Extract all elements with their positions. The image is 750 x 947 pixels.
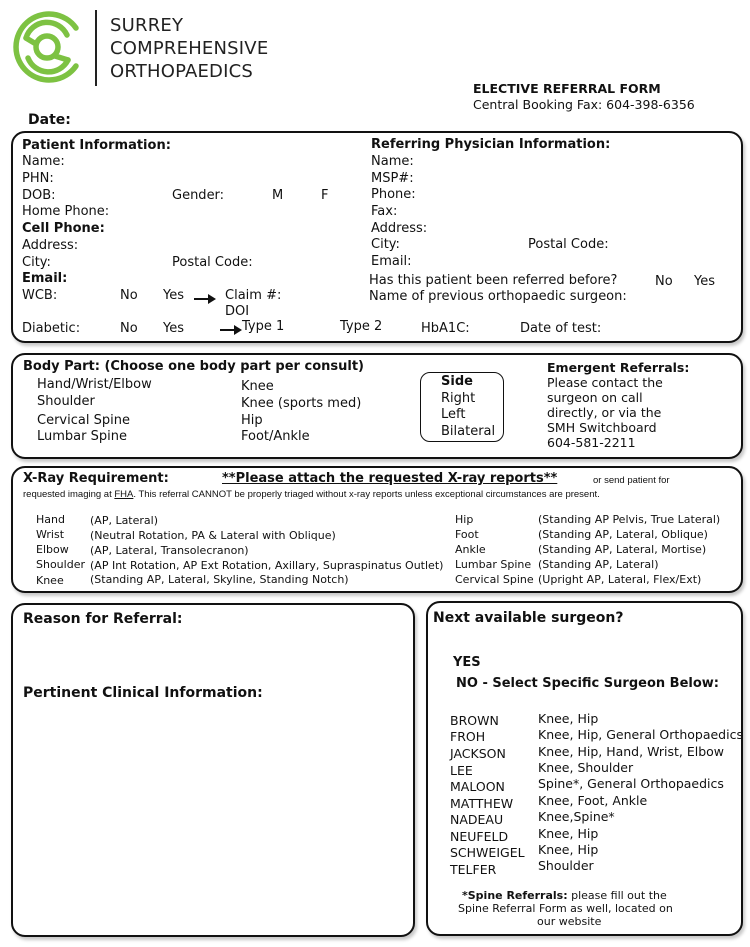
xray-part: Wrist bbox=[36, 528, 65, 541]
physician-name-field[interactable]: Name: bbox=[371, 154, 414, 169]
surgeon-specialty: Knee, Shoulder bbox=[538, 760, 634, 775]
physician-fax-field[interactable]: Fax: bbox=[371, 204, 398, 219]
logo-line-2: COMPREHENSIVE bbox=[110, 38, 269, 59]
xray-note-post: . This referral CANNOT be properly triaged without x-ray reports unless exceptional circumstances are present. bbox=[133, 489, 600, 500]
surgeon-name[interactable]: NADEAU bbox=[450, 812, 504, 827]
diabetic-yes-option[interactable]: Yes bbox=[163, 321, 184, 336]
spine-note-bold: *Spine Referrals: bbox=[462, 889, 568, 902]
patient-postal-field[interactable]: Postal Code: bbox=[172, 255, 253, 270]
surgeon-name[interactable]: MATTHEW bbox=[450, 796, 514, 811]
emergent-line: SMH Switchboard bbox=[547, 420, 657, 435]
fax-number: Central Booking Fax: 604-398-6356 bbox=[473, 97, 695, 112]
logo-line-3: ORTHOPAEDICS bbox=[110, 61, 254, 82]
xray-part: Ankle bbox=[455, 543, 486, 556]
reason-title: Reason for Referral: bbox=[23, 611, 183, 627]
xray-views: (AP Int Rotation, AP Ext Rotation, Axillary, Supraspinatus Outlet) bbox=[90, 559, 444, 572]
patient-city-field[interactable]: City: bbox=[22, 255, 51, 270]
spine-note-line-2: Spine Referral Form as well, located on bbox=[458, 902, 673, 915]
logo-icon bbox=[10, 8, 86, 86]
body-part-option[interactable]: Knee bbox=[241, 379, 274, 394]
surgeon-specialty: Shoulder bbox=[538, 858, 594, 873]
msp-field[interactable]: MSP#: bbox=[371, 171, 414, 186]
surgeon-specialty: Spine*, General Orthopaedics bbox=[538, 776, 724, 791]
xray-views: (Upright AP, Lateral, Flex/Ext) bbox=[538, 573, 702, 586]
side-title: Side bbox=[441, 374, 473, 389]
wcb-no-option[interactable]: No bbox=[120, 288, 138, 303]
logo-line-1: SURREY bbox=[110, 15, 184, 36]
referred-no-option[interactable]: No bbox=[655, 274, 673, 289]
xray-views: (AP, Lateral) bbox=[90, 514, 159, 527]
surgeon-title: Next available surgeon? bbox=[433, 610, 624, 626]
previous-surgeon-field[interactable]: Name of previous orthopaedic surgeon: bbox=[369, 289, 627, 304]
surgeon-name[interactable]: TELFER bbox=[450, 862, 497, 877]
xray-part: Cervical Spine bbox=[455, 573, 534, 586]
diabetic-no-option[interactable]: No bbox=[120, 321, 138, 336]
emergent-title: Emergent Referrals: bbox=[547, 360, 690, 375]
gender-f-option[interactable]: F bbox=[321, 188, 329, 203]
claim-number-field[interactable]: Claim #: bbox=[225, 288, 282, 303]
body-part-option[interactable]: Cervical Spine bbox=[37, 413, 130, 428]
surgeon-name[interactable]: FROH bbox=[450, 729, 486, 744]
physician-email-field[interactable]: Email: bbox=[371, 254, 412, 269]
surgeon-specialty: Knee, Hip, Hand, Wrist, Elbow bbox=[538, 744, 725, 759]
patient-address-field[interactable]: Address: bbox=[22, 238, 79, 253]
surgeon-name[interactable]: JACKSON bbox=[450, 746, 506, 761]
patient-info-title: Patient Information: bbox=[22, 138, 171, 153]
xray-views: (AP, Lateral, Transolecranon) bbox=[90, 544, 249, 557]
xray-views: (Standing AP, Lateral) bbox=[538, 558, 659, 571]
patient-phn-field[interactable]: PHN: bbox=[22, 171, 54, 186]
clinical-info-title: Pertinent Clinical Information: bbox=[23, 685, 263, 701]
wcb-label: WCB: bbox=[22, 288, 58, 303]
date-of-test-field[interactable]: Date of test: bbox=[520, 321, 602, 336]
home-phone-field[interactable]: Home Phone: bbox=[22, 204, 110, 219]
surgeon-specialty: Knee, Foot, Ankle bbox=[538, 793, 648, 808]
next-available-yes-option[interactable]: YES bbox=[453, 655, 481, 670]
emergent-line: directly, or via the bbox=[547, 405, 662, 420]
spine-note-line-3: our website bbox=[537, 915, 602, 928]
xray-views: (Standing AP, Lateral, Oblique) bbox=[538, 528, 708, 541]
xray-views: (Standing AP, Lateral, Mortise) bbox=[538, 543, 707, 556]
surgeon-name[interactable]: MALOON bbox=[450, 779, 505, 794]
xray-or-send: or send patient for bbox=[593, 475, 670, 486]
logo-divider bbox=[95, 10, 97, 86]
referred-yes-option[interactable]: Yes bbox=[694, 274, 715, 289]
gender-label: Gender: bbox=[172, 188, 225, 203]
spine-note-text: please fill out the bbox=[567, 889, 667, 902]
xray-views: (Standing AP, Lateral, Skyline, Standing Notch) bbox=[90, 573, 349, 586]
fha-link[interactable]: FHA bbox=[114, 489, 134, 500]
side-option-right[interactable]: Right bbox=[441, 391, 476, 406]
emergent-line: Please contact the bbox=[547, 375, 663, 390]
type2-option[interactable]: Type 2 bbox=[340, 319, 383, 334]
body-part-option[interactable]: Lumbar Spine bbox=[37, 429, 127, 444]
body-part-option[interactable]: Shoulder bbox=[37, 394, 95, 409]
referred-before-label: Has this patient been referred before? bbox=[369, 273, 618, 288]
physician-address-field[interactable]: Address: bbox=[371, 221, 428, 236]
emergent-line: surgeon on call bbox=[547, 390, 643, 405]
xray-part: Knee bbox=[36, 574, 64, 587]
xray-part: Hip bbox=[455, 513, 474, 526]
xray-views: (Neutral Rotation, PA & Lateral with Oblique) bbox=[90, 529, 336, 542]
physician-info-title: Referring Physician Information: bbox=[371, 137, 611, 152]
xray-title: X-Ray Requirement: bbox=[23, 471, 169, 486]
xray-part: Lumbar Spine bbox=[455, 558, 532, 571]
surgeon-specialty: Knee, Hip bbox=[538, 826, 599, 841]
xray-views: (Standing AP Pelvis, True Lateral) bbox=[538, 513, 721, 526]
physician-postal-field[interactable]: Postal Code: bbox=[528, 237, 609, 252]
xray-note-pre: requested imaging at bbox=[23, 489, 115, 500]
arrow-right-icon bbox=[220, 325, 242, 335]
xray-triage-note bbox=[23, 488, 600, 501]
patient-name-field[interactable]: Name: bbox=[22, 154, 65, 169]
arrow-right-icon bbox=[194, 294, 216, 304]
switchboard-phone: 604-581-2211 bbox=[547, 435, 636, 450]
body-part-option[interactable]: Knee (sports med) bbox=[241, 396, 362, 411]
side-option-left[interactable]: Left bbox=[441, 407, 466, 422]
surgeon-name[interactable]: LEE bbox=[450, 763, 473, 778]
surgeon-name[interactable]: SCHWEIGEL bbox=[450, 845, 525, 860]
body-part-option[interactable]: Foot/Ankle bbox=[241, 429, 310, 444]
xray-part: Elbow bbox=[36, 543, 69, 556]
date-label[interactable]: Date: bbox=[28, 112, 71, 128]
cell-phone-field[interactable]: Cell Phone: bbox=[22, 221, 105, 236]
diabetic-label: Diabetic: bbox=[22, 321, 81, 336]
body-part-option[interactable]: Hand/Wrist/Elbow bbox=[37, 377, 152, 392]
wcb-yes-option[interactable]: Yes bbox=[163, 288, 184, 303]
surgeon-specialty: Knee,Spine* bbox=[538, 809, 615, 824]
xray-part: Shoulder bbox=[36, 558, 85, 571]
body-part-option[interactable]: Hip bbox=[241, 413, 263, 428]
gender-m-option[interactable]: M bbox=[272, 188, 284, 203]
side-option-bilateral[interactable]: Bilateral bbox=[441, 424, 496, 439]
doi-field[interactable]: DOI bbox=[225, 304, 250, 319]
xray-part: Hand bbox=[36, 513, 65, 526]
physician-city-field[interactable]: City: bbox=[371, 237, 400, 252]
xray-attach-note: **Please attach the requested X-ray reports** bbox=[222, 471, 558, 486]
surgeon-name[interactable]: BROWN bbox=[450, 713, 499, 728]
type1-option[interactable]: Type 1 bbox=[242, 319, 285, 334]
patient-email-field[interactable]: Email: bbox=[22, 271, 68, 286]
patient-dob-field[interactable]: DOB: bbox=[22, 188, 56, 203]
surgeon-name[interactable]: NEUFELD bbox=[450, 829, 509, 844]
xray-part: Foot bbox=[455, 528, 479, 541]
hba1c-field[interactable]: HbA1C: bbox=[421, 321, 470, 336]
next-available-no-option[interactable]: NO - Select Specific Surgeon Below: bbox=[456, 676, 719, 691]
reason-section[interactable] bbox=[11, 603, 415, 937]
form-title: ELECTIVE REFERRAL FORM bbox=[473, 81, 661, 96]
surgeon-specialty: Knee, Hip bbox=[538, 711, 599, 726]
physician-phone-field[interactable]: Phone: bbox=[371, 187, 416, 202]
surgeon-specialty: Knee, Hip, General Orthopaedics bbox=[538, 727, 743, 742]
surgeon-specialty: Knee, Hip bbox=[538, 842, 599, 857]
body-part-title: Body Part: (Choose one body part per consult) bbox=[23, 359, 364, 374]
